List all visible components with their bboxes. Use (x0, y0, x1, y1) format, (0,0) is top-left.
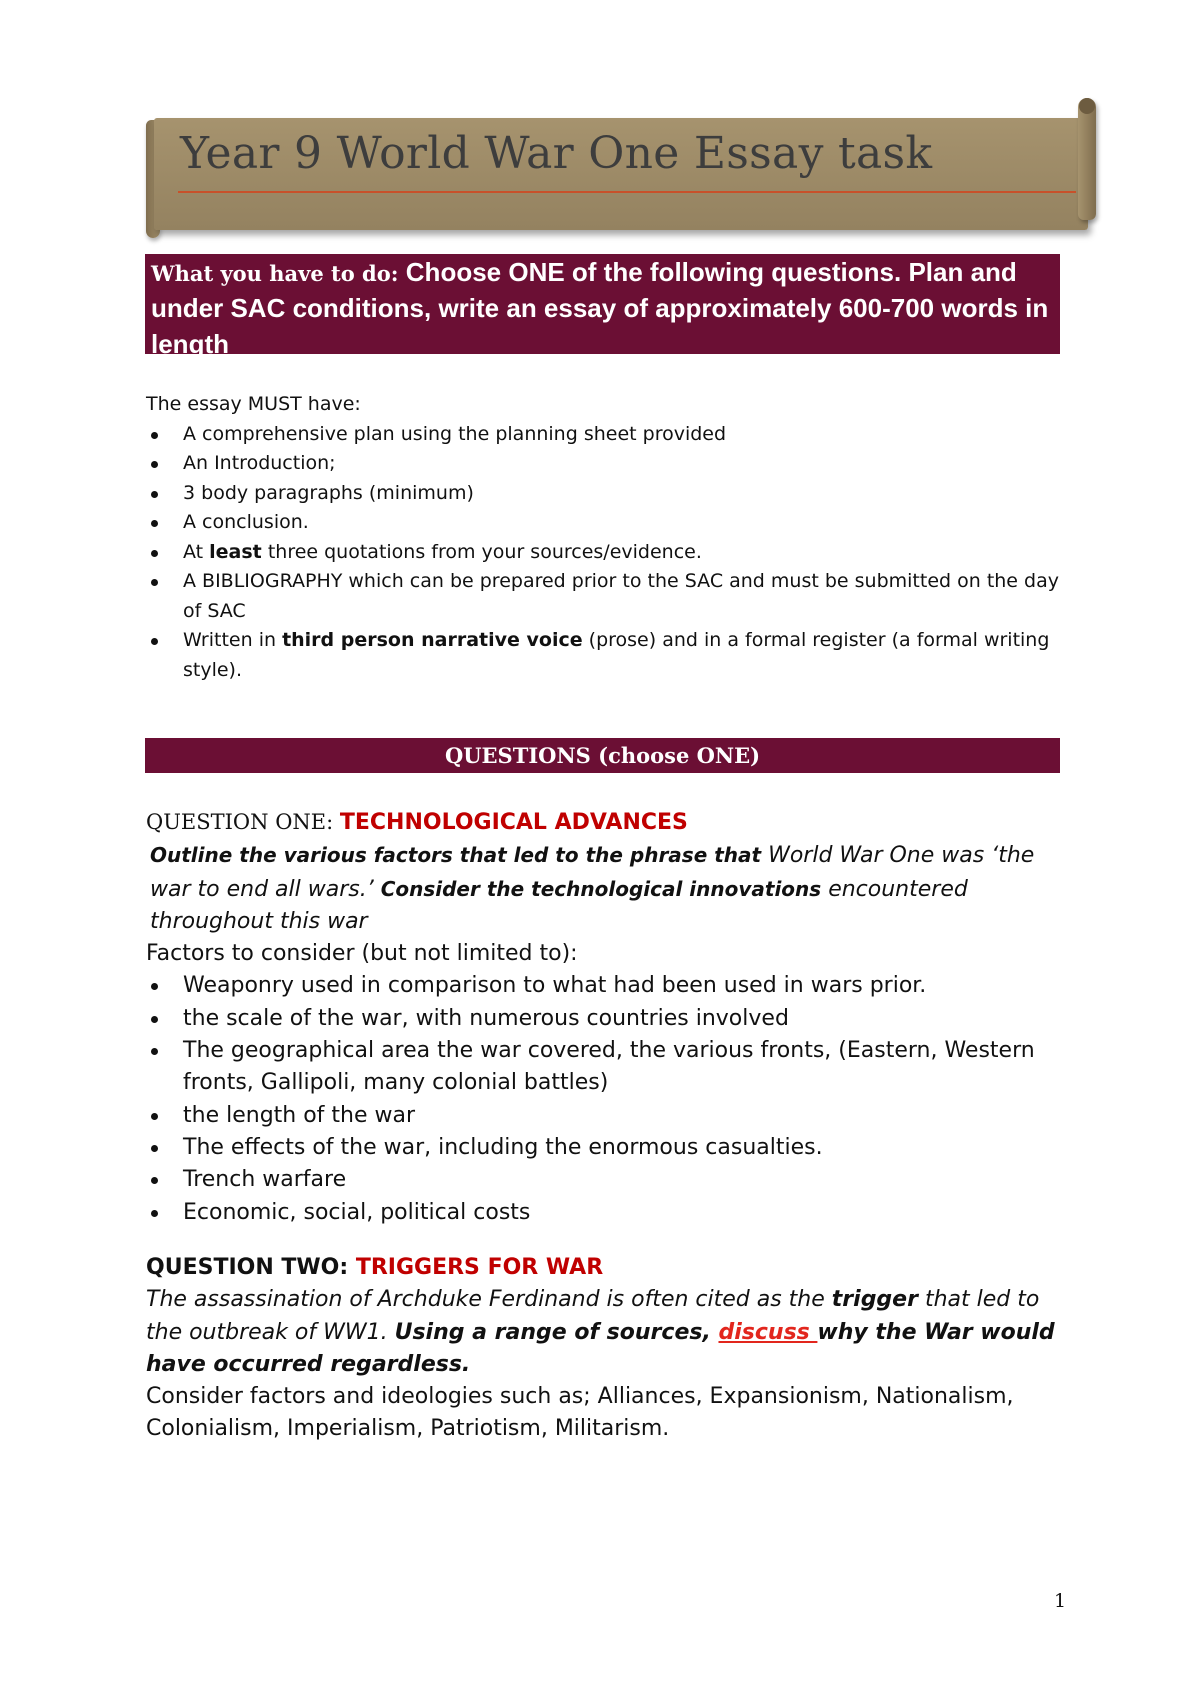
list-item: the scale of the war, with numerous countries involved (146, 1003, 1066, 1035)
requirements-intro: The essay MUST have: (146, 393, 361, 415)
list-item: Economic, social, political costs (146, 1197, 1066, 1229)
list-item: At least three quotations from your sources/evidence. (146, 538, 1066, 568)
question-one-topic: TECHNOLOGICAL ADVANCES (339, 810, 688, 835)
question-two-prompt: The assassination of Archduke Ferdinand is often cited as the trigger that led to the outbreak of WW1. Using a range of sources, discuss why the War would have occurred regardless. (146, 1287, 1055, 1377)
list-item: A conclusion. (146, 508, 1066, 538)
title-underline (178, 191, 1076, 193)
list-item: Trench warfare (146, 1164, 1066, 1196)
list-item: Weaponry used in comparison to what had been used in wars prior. (146, 970, 1066, 1002)
scroll-right-curl (1078, 98, 1096, 220)
page-title: Year 9 World War One Essay task (180, 128, 933, 179)
requirements-list (146, 420, 1066, 686)
page-number: 1 (1054, 1590, 1067, 1612)
question-two (146, 1252, 1066, 1446)
question-one-heading (146, 806, 1066, 839)
task-text: Choose ONE of the following questions. Plan and under SAC conditions, write an essay of approximately 600-700 words in length (151, 257, 1049, 359)
question-one (146, 806, 1066, 1229)
factors-intro: Factors to consider (but not limited to): (146, 941, 578, 967)
question-two-topic: TRIGGERS FOR WAR (355, 1255, 604, 1280)
task-instruction-box (145, 254, 1060, 359)
list-item: The effects of the war, including the enormous casualties. (146, 1132, 1066, 1164)
task-lead: What you have to do: (151, 261, 406, 286)
list-item: A comprehensive plan using the planning sheet provided (146, 420, 1066, 450)
requirements-section (146, 390, 1066, 685)
list-item: Written in third person narrative voice (prose) and in a formal register (a formal writing style). (146, 626, 1066, 685)
questions-header: QUESTIONS (choose ONE) (145, 738, 1060, 773)
question-two-consider: Consider factors and ideologies such as; Alliances, Expansionism, Nationalism, Colonialism, Imperialism, Patriotism, Militarism. (146, 1384, 1014, 1442)
list-item: A BIBLIOGRAPHY which can be prepared prior to the SAC and must be submitted on the day of SAC (146, 567, 1066, 626)
question-two-label: QUESTION TWO: (146, 1255, 356, 1280)
list-item: the length of the war (146, 1100, 1066, 1132)
question-two-heading (146, 1252, 1066, 1284)
scroll-knob (1079, 98, 1095, 114)
list-item: An Introduction; (146, 449, 1066, 479)
list-item: 3 body paragraphs (minimum) (146, 479, 1066, 509)
question-one-label: QUESTION ONE: (146, 810, 340, 834)
title-scroll-banner (146, 98, 1096, 244)
question-one-prompt: Outline the various factors that led to the phrase that World War One was ‘the war to end all wars.’ Consider the technological innovations encountered throughout this war (150, 843, 1035, 934)
factors-list (146, 970, 1066, 1228)
list-item: The geographical area the war covered, the various fronts, (Eastern, Western fronts, Gallipoli, many colonial battles) (146, 1035, 1066, 1100)
